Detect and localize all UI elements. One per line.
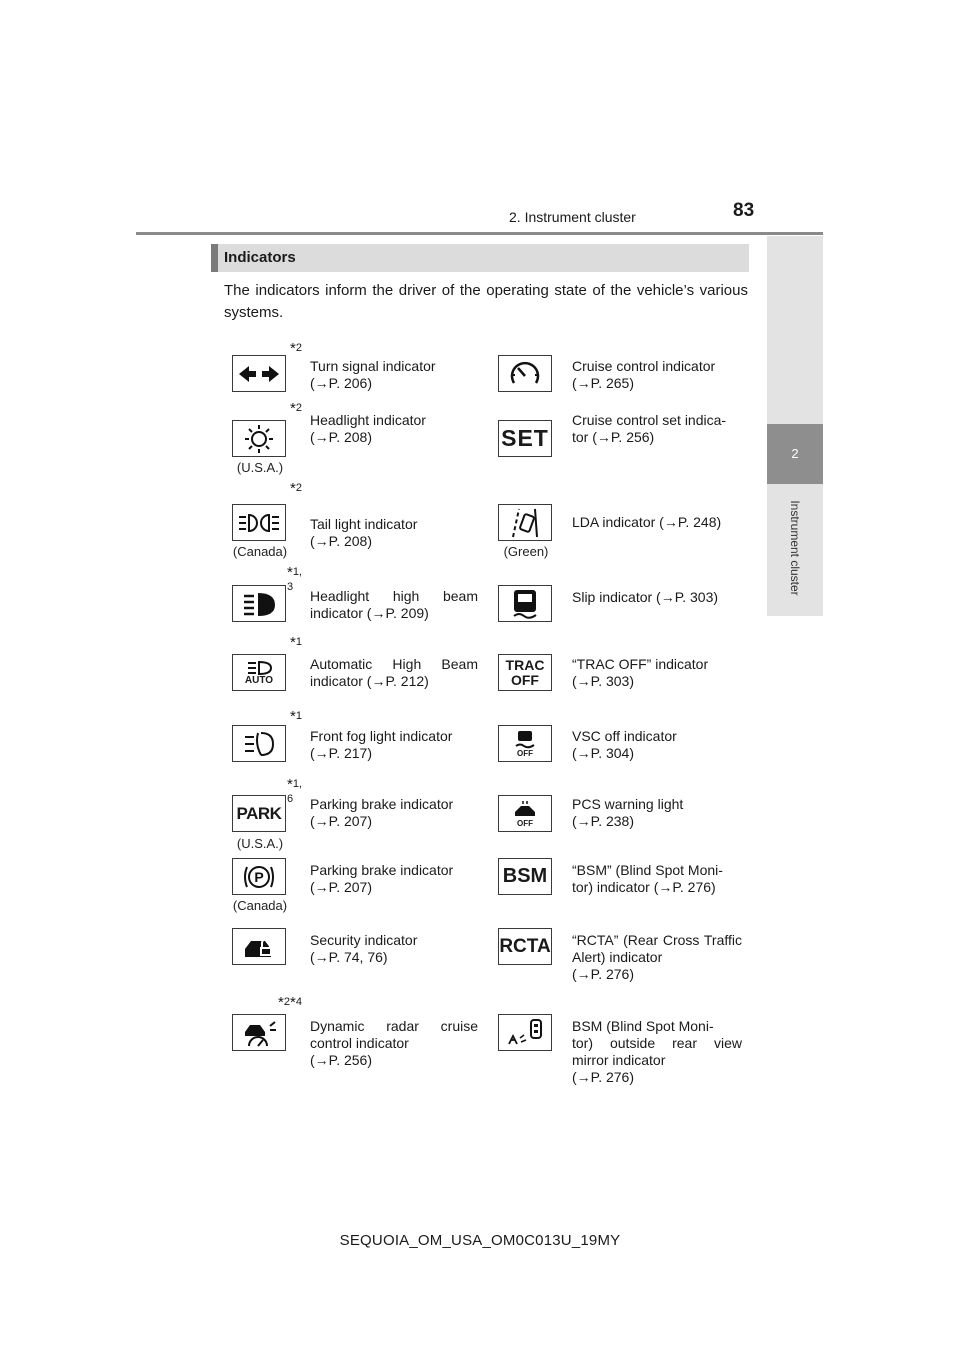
bsm-mirror-icon xyxy=(498,1014,552,1051)
indicator-desc xyxy=(572,589,742,606)
indicator-desc xyxy=(310,412,478,446)
slip-icon xyxy=(498,585,552,622)
desc-reference-link[interactable]: (→P. 208) xyxy=(310,429,372,445)
indicator-desc xyxy=(310,588,478,622)
desc-reference-link[interactable]: (→P. 276) xyxy=(572,1069,634,1085)
footnote-marker: *2 xyxy=(290,400,302,417)
indicator-row xyxy=(228,708,748,778)
desc-reference-link[interactable]: (→P. 74, 76) xyxy=(310,949,388,965)
desc-line: Parking brake indicator xyxy=(310,862,454,878)
pcs-warning-icon: OFF xyxy=(498,795,552,832)
desc-reference-link[interactable]: (→P. 276) xyxy=(572,966,634,982)
region-label: (U.S.A.) xyxy=(236,460,284,475)
indicator-desc xyxy=(572,862,742,896)
indicator-desc xyxy=(310,1018,478,1069)
headlight-icon xyxy=(232,420,286,457)
rcta-icon: RCTA xyxy=(498,928,552,965)
desc-line: LDA indicator (→P. 248) xyxy=(572,514,722,530)
desc-reference-link[interactable]: (→P. 208) xyxy=(310,533,372,549)
indicator-desc xyxy=(572,358,742,392)
bsm-icon: BSM xyxy=(498,858,552,895)
parking-brake-p-icon xyxy=(232,858,286,895)
document-code-footer: SEQUOIA_OM_USA_OM0C013U_19MY xyxy=(339,1232,621,1249)
desc-reference-link[interactable]: tor (→P. 256) xyxy=(572,429,655,445)
footnote-marker: *4 xyxy=(290,994,302,1011)
indicator-desc xyxy=(310,516,478,550)
desc-line: Security indicator xyxy=(310,932,418,948)
desc-reference-link[interactable]: (→P. 304) xyxy=(572,745,634,761)
desc-reference-link[interactable]: (→P. 217) xyxy=(310,745,372,761)
vsc-off-icon: OFF xyxy=(498,725,552,762)
desc-reference-link[interactable]: (→P. 265) xyxy=(572,375,634,391)
desc-reference-link[interactable]: (→P. 206) xyxy=(310,375,372,391)
indicator-row xyxy=(228,400,748,480)
desc-line: Parking brake indicator xyxy=(310,796,454,812)
footnote-marker: *1 xyxy=(290,634,302,651)
indicator-row xyxy=(228,340,748,404)
desc-reference-link[interactable]: (→P. 303) xyxy=(572,673,634,689)
desc-line: BSM (Blind Spot Moni- xyxy=(572,1018,714,1034)
indicator-desc xyxy=(572,728,742,762)
footnote-marker: *2 xyxy=(290,340,302,357)
footnote-marker: *1, 6 xyxy=(286,776,302,805)
desc-line: PCS warning light xyxy=(572,796,684,812)
desc-reference-link[interactable]: tor) indicator (→P. 276) xyxy=(572,879,716,895)
auto-high-beam-icon: AUTO xyxy=(232,654,286,691)
desc-line: Cruise control indicator xyxy=(572,358,716,374)
dynamic-radar-cruise-icon xyxy=(232,1014,286,1051)
desc-line: Headlight indicator xyxy=(310,412,426,428)
desc-line: Cruise control set indica- xyxy=(572,412,727,428)
color-label: (Green) xyxy=(503,544,549,559)
indicator-desc xyxy=(572,932,742,983)
region-label: (U.S.A.) xyxy=(236,836,284,851)
indicator-desc xyxy=(572,656,742,690)
indicator-desc xyxy=(310,358,478,392)
trac-off-icon: TRAC OFF xyxy=(498,654,552,691)
desc-line: “TRAC OFF” indicator xyxy=(572,656,709,672)
page-number: 83 xyxy=(733,200,755,221)
footnote-marker: *2 xyxy=(290,480,302,497)
cruise-control-icon xyxy=(498,355,552,392)
indicator-desc xyxy=(310,656,478,690)
desc-line: Dynamic radar cruise control indicator xyxy=(310,1018,478,1051)
front-fog-icon xyxy=(232,725,286,762)
indicator-desc xyxy=(572,796,742,830)
lda-icon xyxy=(498,504,552,541)
running-header-section: 2. Instrument cluster xyxy=(509,209,636,225)
desc-line: “BSM” (Blind Spot Moni- xyxy=(572,862,723,878)
desc-reference-link[interactable]: (→P. 256) xyxy=(310,1052,372,1068)
indicator-desc xyxy=(572,514,742,531)
side-tab-number[interactable]: 2 xyxy=(767,424,823,484)
desc-line[interactable]: Slip indicator (→P. 303) xyxy=(572,589,719,605)
indicator-row xyxy=(228,564,748,638)
region-label: (Canada) xyxy=(232,898,288,913)
desc-line[interactable]: Automatic High Beam indicator (→P. 212) xyxy=(310,656,478,689)
turn-signal-icon xyxy=(232,355,286,392)
high-beam-icon xyxy=(232,585,286,622)
region-label: (Canada) xyxy=(232,544,288,559)
park-icon: PARK xyxy=(232,795,286,832)
desc-reference-link[interactable]: (→P. 207) xyxy=(310,813,372,829)
indicator-grid xyxy=(228,340,748,1110)
indicator-desc xyxy=(310,796,478,830)
security-icon xyxy=(232,928,286,965)
desc-reference-link[interactable]: (→P. 207) xyxy=(310,879,372,895)
parking-brake-p-letter: P xyxy=(254,868,264,885)
indicator-desc xyxy=(310,862,478,896)
section-heading: Indicators xyxy=(211,244,749,272)
desc-line: Turn signal indicator xyxy=(310,358,436,374)
indicator-desc xyxy=(310,932,478,966)
indicator-desc xyxy=(572,1018,742,1086)
desc-line[interactable]: Headlight high beam indicator (→P. 209) xyxy=(310,588,478,621)
footnote-marker: *1 xyxy=(290,708,302,725)
desc-line: tor) outside rear view mirror indicator xyxy=(572,1035,742,1068)
indicator-desc xyxy=(572,412,742,446)
desc-line: Tail light indicator xyxy=(310,516,418,532)
indicator-row xyxy=(228,858,748,928)
indicator-row xyxy=(228,778,748,858)
indicator-row xyxy=(228,480,748,568)
set-icon: SET xyxy=(498,420,552,457)
header-rule xyxy=(136,232,823,235)
footnote-marker: *1, 3 xyxy=(286,564,302,593)
intro-paragraph: The indicators inform the driver of the operating state of the vehicle’s various systems. xyxy=(224,282,748,321)
indicator-desc xyxy=(310,728,478,762)
desc-line: VSC off indicator xyxy=(572,728,677,744)
side-tab-label: Instrument cluster xyxy=(788,500,802,596)
indicator-row xyxy=(228,634,748,708)
tail-light-icon xyxy=(232,504,286,541)
desc-line: Front fog light indicator xyxy=(310,728,453,744)
indicator-row xyxy=(228,994,748,1094)
desc-reference-link[interactable]: (→P. 238) xyxy=(572,813,634,829)
indicator-row xyxy=(228,928,748,994)
footnote-marker: *2 xyxy=(278,994,290,1011)
desc-line: “RCTA” (Rear Cross Traffic Alert) indicator xyxy=(572,932,742,965)
